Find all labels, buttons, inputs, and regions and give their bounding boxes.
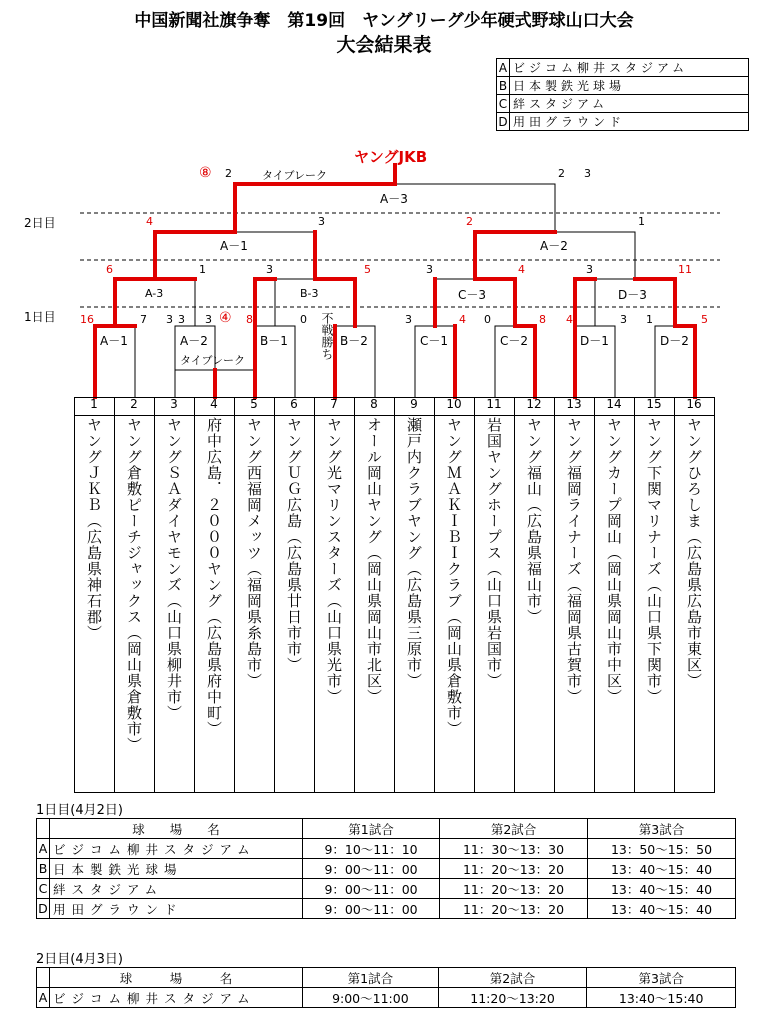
team-name: ヤング下関マリナーズ（山口県下関市）: [645, 417, 663, 705]
day1-schedule-title: 1日目(4月2日): [36, 803, 123, 818]
table-row: [37, 839, 736, 859]
game-time: 11：30～13：30: [440, 839, 588, 859]
match-label: D－3: [618, 288, 647, 302]
r1-score: 3: [205, 313, 212, 326]
team-number: 10: [446, 397, 462, 411]
game-time: 9：10～11：10: [303, 839, 440, 859]
team-name: 岩国ヤングホープス（山口県岩国市）: [485, 417, 503, 689]
team-column: [554, 397, 595, 793]
team-number: 12: [526, 397, 542, 411]
semi-score: 4: [146, 215, 153, 228]
team-column: [674, 397, 715, 793]
quarter-score: 3: [426, 263, 433, 276]
game-time: 9:00～11:00: [303, 988, 439, 1008]
match-label: A－3: [380, 192, 408, 206]
team-name: ヤングＪＫＢ（広島県神石郡）: [85, 417, 103, 641]
match-label: B－2: [340, 334, 368, 348]
table-header-cell: 第2試合: [438, 968, 587, 988]
table-header-row: [37, 819, 736, 839]
team-column: [394, 397, 435, 793]
team-column: [234, 397, 275, 793]
table-row: [37, 859, 736, 879]
page-title: 中国新聞社旗争奪 第19回 ヤングリーグ少年硬式野球山口大会: [134, 11, 634, 31]
team-name: ヤング西福岡メッツ（福岡県糸島市）: [245, 417, 263, 689]
r1-score: 0: [300, 313, 307, 326]
quarter-score: 5: [364, 263, 371, 276]
r1-score: 8: [539, 313, 546, 326]
table-header-cell: 第2試合: [440, 819, 588, 839]
team-name: ヤングカープ岡山（岡山県岡山市中区）: [605, 417, 623, 705]
forfeit-note: 不戦勝ち: [320, 312, 334, 360]
quarter-score: 1: [199, 263, 206, 276]
team-column: [594, 397, 635, 793]
team-name: ヤング福山（広島県福山市）: [525, 417, 543, 625]
champion-name: ヤングJKB: [354, 148, 428, 166]
venue-name: ビジコム柳井スタジアム: [50, 988, 303, 1008]
game-time: 9：00～11：00: [303, 859, 440, 879]
team-column: [514, 397, 555, 793]
quarter-score: 4: [518, 263, 525, 276]
table-header-cell: 球 場 名: [50, 819, 303, 839]
r1-tiebreak: タイブレーク: [180, 354, 246, 367]
team-number: 14: [606, 397, 622, 411]
team-number: 7: [330, 397, 338, 411]
day1-label: 1日目: [24, 310, 56, 324]
r1-score: 16: [80, 313, 94, 326]
game-time: 13：40～15：40: [588, 879, 736, 899]
venue-key: A: [497, 59, 510, 77]
game-time: 9：00～11：00: [303, 879, 440, 899]
team-name: ヤングＵＧ広島（広島県廿日市市）: [285, 417, 303, 673]
table-row: [37, 988, 736, 1008]
table-header-cell: 第1試合: [303, 819, 440, 839]
team-number: 11: [486, 397, 502, 411]
r1-score: 3: [405, 313, 412, 326]
game-time: 11：20～13：20: [440, 879, 588, 899]
r1-score: 3: [620, 313, 627, 326]
team-name: ヤング倉敷ピーチジャックス（岡山県倉敷市）: [125, 417, 143, 753]
r1-score: 0: [484, 313, 491, 326]
team-name: ヤング福岡ライナーズ（福岡県古賀市）: [565, 417, 583, 705]
match-label: D－2: [660, 334, 689, 348]
page-subtitle: 大会結果表: [336, 34, 432, 56]
team-number: 8: [370, 397, 378, 411]
r1-score: 3: [166, 313, 173, 326]
semi-score: 1: [638, 215, 645, 228]
match-label: A-3: [145, 287, 164, 300]
venue-name: 絆スタジアム: [50, 879, 303, 899]
team-name: ヤングＭＡＫＩＢＩクラブ（岡山県倉敷市）: [445, 417, 463, 737]
quarter-score: 3: [266, 263, 273, 276]
r1-score: 4: [566, 313, 573, 326]
game-time: 13：40～15：40: [588, 899, 736, 919]
team-number: 3: [170, 397, 178, 411]
venue-name: ビジコム柳井スタジアム: [510, 59, 749, 77]
day2-label: 2日目: [24, 216, 56, 230]
final-left-score: 2: [225, 167, 232, 180]
table-header-cell: 第1試合: [303, 968, 439, 988]
game-time: 11：20～13：20: [440, 899, 588, 919]
venue-key: A: [37, 988, 50, 1008]
r1-score: 4: [459, 313, 466, 326]
team-column: [74, 397, 115, 793]
quarter-score: 11: [678, 263, 692, 276]
final-left-circled: ⑧: [199, 165, 212, 181]
team-name: オール岡山ヤング（岡山県岡山市北区）: [365, 417, 383, 705]
r1-score: 7: [140, 313, 147, 326]
table-header-cell: 球 場 名: [50, 968, 303, 988]
quarter-score: 3: [586, 263, 593, 276]
venue-name: 日本製鉄光球場: [50, 859, 303, 879]
r1-circled-score: ④: [219, 310, 232, 326]
venue-key: C: [497, 95, 510, 113]
team-number: 13: [566, 397, 582, 411]
team-column: [194, 397, 235, 793]
match-label: A－1: [220, 239, 248, 253]
team-column: [154, 397, 195, 793]
table-header-cell: [37, 819, 50, 839]
team-name: ヤングひろしま（広島県広島市東区）: [685, 417, 703, 689]
quarter-score: 6: [106, 263, 113, 276]
venue-name: 用田グラウンド: [510, 113, 749, 131]
day2-schedule-title: 2日目(4月3日): [36, 952, 123, 967]
team-column: [114, 397, 155, 793]
venue-key: D: [498, 114, 508, 129]
team-column: [354, 397, 395, 793]
team-number: 5: [250, 397, 258, 411]
table-header-cell: 第3試合: [587, 968, 736, 988]
match-label: C－1: [420, 334, 449, 348]
team-number: 15: [646, 397, 662, 411]
venue-name: 日本製鉄光球場: [510, 77, 749, 95]
venue-key: A: [37, 839, 50, 859]
table-header-cell: 第3試合: [588, 819, 736, 839]
team-column: [474, 397, 515, 793]
table-row: [37, 899, 736, 919]
game-time: 13：40～15：40: [588, 859, 736, 879]
team-name: 瀬戸内クラブヤング（広島県三原市）: [405, 417, 423, 689]
r1-score: 5: [701, 313, 708, 326]
final-tiebreak: タイブレーク: [262, 169, 328, 182]
table-header-cell: [37, 968, 50, 988]
team-name: ヤングＳＡダイヤモンズ（山口県柳井市）: [165, 417, 183, 721]
team-number: 4: [210, 397, 218, 411]
final-right-score: 2: [558, 167, 565, 180]
match-label: A－2: [540, 239, 568, 253]
team-column: [434, 397, 475, 793]
match-label: C－2: [500, 334, 529, 348]
day1-schedule-table: [36, 818, 736, 919]
semi-score: 3: [318, 215, 325, 228]
team-number: 2: [130, 397, 138, 411]
venue-name: 絆スタジアム: [510, 95, 749, 113]
match-label: B-3: [300, 287, 319, 300]
game-time: 11：20～13：20: [440, 859, 588, 879]
team-column: [274, 397, 315, 793]
day2-schedule-table: [36, 967, 736, 1008]
game-time: 13:40～15:40: [587, 988, 736, 1008]
venue-name: ビジコム柳井スタジアム: [50, 839, 303, 859]
match-label: C－3: [458, 288, 487, 302]
table-header-row: [37, 968, 736, 988]
game-time: 9：00～11：00: [303, 899, 440, 919]
r1-score: 1: [646, 313, 653, 326]
team-number: 16: [686, 397, 702, 411]
final-right-score-b: 3: [584, 167, 591, 180]
match-label: A－2: [180, 334, 208, 348]
team-name: ヤング光マリンスターズ（山口県光市）: [325, 417, 343, 705]
semi-score: 2: [466, 215, 473, 228]
team-number: 9: [410, 397, 418, 411]
match-label: A－1: [100, 334, 128, 348]
match-label: D－1: [580, 334, 609, 348]
game-time: 11:20～13:20: [438, 988, 587, 1008]
team-column: [314, 397, 355, 793]
table-row: [37, 879, 736, 899]
venue-name: 用田グラウンド: [50, 899, 303, 919]
team-number: 1: [90, 397, 98, 411]
r1-score: 8: [246, 313, 253, 326]
match-label: B－1: [260, 334, 288, 348]
team-number: 6: [290, 397, 298, 411]
r1-score: 3: [178, 313, 185, 326]
team-column: [634, 397, 675, 793]
team-name: 府中広島．２０００ヤング（広島県府中町）: [205, 417, 223, 737]
venue-key: B: [497, 77, 510, 95]
game-time: 13：50～15：50: [588, 839, 736, 859]
venue-key: B: [37, 859, 50, 879]
venue-key: D: [37, 899, 50, 919]
venue-key: C: [37, 879, 50, 899]
